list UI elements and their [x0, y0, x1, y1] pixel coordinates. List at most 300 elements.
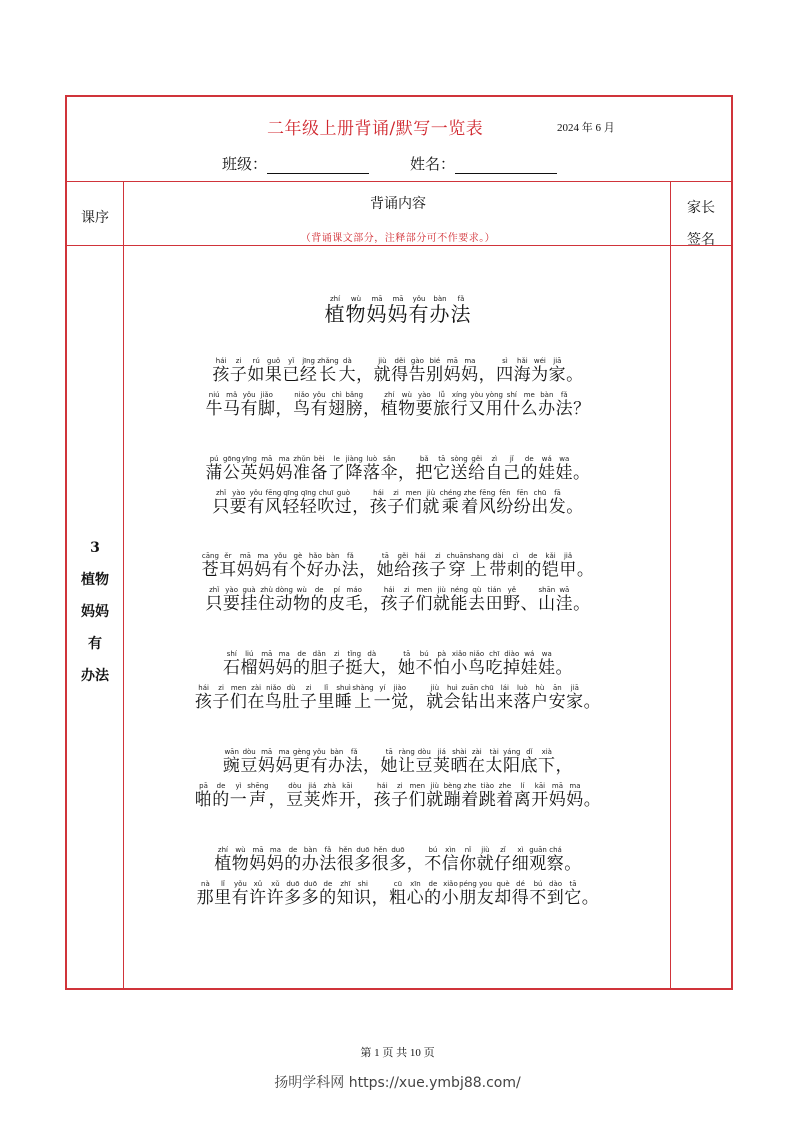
poem-char: 。 [573, 594, 591, 614]
poem-char: 粗cū [389, 880, 407, 908]
poem-char: ？ [573, 399, 591, 419]
poem-char: ， [380, 658, 398, 678]
poem-char: 办bàn [328, 748, 346, 776]
poem-char: 多duō [301, 880, 320, 908]
poem-char: 晒shài [450, 748, 469, 776]
poem-char: 纷fēn [496, 489, 514, 517]
poem-char: 孩hái [380, 586, 398, 614]
poem-char: 苍cāng [201, 552, 220, 580]
poem-char: 信xìn [441, 846, 460, 874]
poem-line [125, 684, 671, 712]
poem-char: 们men [404, 489, 423, 517]
col-content-header: 背诵内容 [370, 196, 426, 212]
poem-char: 野yě [503, 586, 521, 614]
poem-char: 法fǎ [450, 295, 472, 326]
poem-char: 着zhe [461, 782, 479, 810]
poem-char: 伞sǎn [380, 455, 399, 483]
poem-char: 挺tǐng [345, 650, 363, 678]
poem-char: 子zi [387, 489, 405, 517]
poem-char: 里lǐ [214, 880, 232, 908]
poem-char: 轻qīng [282, 489, 300, 517]
poem-char: 行xíng [450, 391, 469, 419]
col-lesson-header: 课序 [81, 210, 109, 226]
poem-char: 落luò [513, 684, 532, 712]
poem-char: 多duō [284, 880, 302, 908]
poem-char: ， [408, 692, 427, 712]
poem-char: 。 [576, 560, 595, 580]
poem-char: 带dài [489, 552, 507, 580]
poem-char: 小xiǎo [441, 880, 460, 908]
poem-char: 鸟niǎo [264, 684, 283, 712]
poem-char: 着zhe [496, 782, 514, 810]
poem-char: 田tián [485, 586, 504, 614]
poem-char: 开kāi [338, 782, 357, 810]
poem-char: 察chá [546, 846, 565, 874]
poem-char: 却què [494, 880, 512, 908]
poem-char: 孩hái [373, 782, 392, 810]
poem-char: ， [363, 756, 381, 776]
poem-char: 它tā [433, 455, 451, 483]
poem-char: 孩hái [369, 489, 388, 517]
poem-char: 妈mā [257, 748, 276, 776]
poem-char: 。 [583, 790, 602, 810]
poem-char: 豆dòu [240, 748, 258, 776]
poem-char: 好hǎo [306, 552, 325, 580]
poem-char: 么me [520, 391, 539, 419]
poem-char: 知zhī [336, 880, 355, 908]
poem-char: 子zi [212, 684, 230, 712]
poem-char: 她tā [380, 748, 399, 776]
poem-char: 们men [408, 782, 427, 810]
poem-char: 阳yáng [503, 748, 521, 776]
poem-char: 的de [212, 782, 230, 810]
poem-char: 妈ma [275, 650, 293, 678]
poem-char: 翅chì [327, 391, 346, 419]
poem-char: 准zhǔn [293, 455, 311, 483]
poem-char: 。 [555, 658, 573, 678]
lesson-name-line: 妈妈 [81, 604, 109, 620]
poem-char: 铠kǎi [541, 552, 560, 580]
poem-char: 到dào [546, 880, 565, 908]
poem-char: 物wù [292, 586, 311, 614]
poem-char: 们men [415, 586, 433, 614]
poem-char: 、 [520, 594, 539, 614]
poem-char: 睡shuì [334, 684, 353, 712]
poem-char: 观guān [529, 846, 547, 874]
poem-char: 植zhí [214, 846, 232, 874]
poem-char: 豆dòu [415, 748, 434, 776]
poem-char: 个gè [289, 552, 307, 580]
poem-char: 的de [319, 880, 337, 908]
poem-char: 纷fēn [513, 489, 532, 517]
poem-char: 就jiù [422, 489, 440, 517]
poem-char: 家jiā [566, 684, 584, 712]
poem-char: 挂guà [240, 586, 258, 614]
poem-char: 得děi [391, 357, 409, 385]
poem-char: 要yào [222, 586, 241, 614]
row-divider [67, 245, 731, 246]
col-content-note: （背诵课文部分，注释部分可不作要求。） [300, 233, 496, 244]
poem-char: 。 [583, 692, 602, 712]
poem-char: 大dà [363, 650, 381, 678]
poem-char: 的de [520, 455, 539, 483]
poem-char: ， [363, 399, 381, 419]
poem-char: 娃wá [520, 650, 538, 678]
poem-line [125, 748, 671, 776]
poem-char: 子zi [429, 552, 447, 580]
poem-char: 开kāi [531, 782, 549, 810]
poem-char: 植zhí [324, 295, 346, 326]
poem-char: 什shí [503, 391, 521, 419]
table-header [67, 97, 731, 182]
poem-char: 很hěn [371, 846, 390, 874]
poem-char: 毛máo [345, 586, 363, 614]
poem-char: 要yào [229, 489, 248, 517]
poem-char: 法fǎ [319, 846, 337, 874]
poem-char: 心xīn [406, 880, 425, 908]
poem-char: 会huì [443, 684, 462, 712]
poem-char: 住zhù [257, 586, 276, 614]
poem-char: 的de [310, 586, 328, 614]
poem-char: 有yǒu [310, 391, 328, 419]
poem-char: 肚dù [282, 684, 300, 712]
poem-char: 榴liú [240, 650, 258, 678]
poem-char: 胆dǎn [310, 650, 328, 678]
poem-char: 们men [229, 684, 248, 712]
poem-char: 办bàn [429, 295, 451, 326]
poem-char: 已yǐ [282, 357, 300, 385]
poem-char: 仔zǐ [494, 846, 512, 874]
lesson-name-line: 植物 [81, 572, 109, 588]
poem-char: 要yào [415, 391, 434, 419]
poem-char: 炸zhà [321, 782, 339, 810]
poem-char: 脚jiǎo [257, 391, 276, 419]
class-blank[interactable] [267, 157, 369, 174]
poem-char: 妈mā [387, 295, 409, 326]
poem-char: 声shēng [247, 782, 269, 810]
poem-char: 有yǒu [408, 295, 430, 326]
poem-char: ， [275, 399, 293, 419]
poem-line [125, 391, 671, 419]
poem-char: 许xǔ [266, 880, 285, 908]
lesson-name-line: 办法 [81, 668, 109, 684]
poem-char: 给gěi [468, 455, 486, 483]
poem-char: 备bèi [310, 455, 329, 483]
poem-char: 豆dòu [286, 782, 304, 810]
poem-char: 能néng [450, 586, 469, 614]
poem-char: 妈mā [548, 782, 567, 810]
poem-char: 那nà [196, 880, 215, 908]
poem-char: 只zhǐ [205, 586, 223, 614]
poem-char: 啪pā [194, 782, 213, 810]
poem-char: 掉diào [503, 650, 521, 678]
poem-char: 妈ma [275, 748, 293, 776]
poem-char: 孩hái [194, 684, 213, 712]
poem-char: ， [398, 463, 416, 483]
poem-char: 石shí [223, 650, 241, 678]
poem-char: 友you [476, 880, 495, 908]
poem-char: 一yì [229, 782, 248, 810]
poem-char: 为wéi [531, 357, 549, 385]
poem-char: 就jiù [426, 684, 444, 712]
recitation-table [65, 95, 733, 990]
poem-char: 又yòu [468, 391, 486, 419]
poem-char: 洼wā [555, 586, 574, 614]
poem-char: 就jiù [373, 357, 392, 385]
poem-char: 只zhǐ [212, 489, 230, 517]
poem-char: 刺cì [506, 552, 525, 580]
poem-char: 有yǒu [247, 489, 265, 517]
poem-char: 长zhǎng [317, 357, 339, 385]
poem-char: 它tā [564, 880, 582, 908]
poem-char: 许xǔ [249, 880, 267, 908]
poem-char: 更gèng [292, 748, 311, 776]
poem-char: 很hěn [336, 846, 355, 874]
poem-char: 荚jiá [433, 748, 451, 776]
poem-char: 妈mā [443, 357, 462, 385]
poem-char: 在zài [247, 684, 265, 712]
col-sign-header [671, 192, 731, 256]
poem-char: 家jiā [548, 357, 567, 385]
page-number: 第 1 页 共 10 页 [360, 1047, 435, 1059]
poem-char: 把bǎ [415, 455, 434, 483]
poem-char: 告gào [408, 357, 427, 385]
poem-char: 给gěi [394, 552, 412, 580]
poem-char: 轻qīng [299, 489, 318, 517]
poem-char: 离lí [513, 782, 532, 810]
poem-char: ， [268, 790, 287, 810]
poem-char: 豌wān [222, 748, 241, 776]
poem-char: 办bàn [538, 391, 556, 419]
poem-char: 。 [581, 888, 600, 908]
poem-char: 皮pí [327, 586, 346, 614]
lesson-name-line: 有 [88, 636, 102, 652]
poem-char: 下xià [538, 748, 556, 776]
poem-char: 鸟niǎo [292, 391, 311, 419]
poem-char: 多duō [354, 846, 372, 874]
poem-char: 办bàn [324, 552, 342, 580]
poem-char: 妈mā [258, 455, 276, 483]
poem-char: 上shang [468, 552, 490, 580]
poem-char: 动dòng [275, 586, 293, 614]
poem-char: 别bié [426, 357, 444, 385]
poem-char: 她tā [398, 650, 416, 678]
poem-char: 马mǎ [222, 391, 241, 419]
poem-char: 妈mā [258, 650, 276, 678]
poem-char: 植zhí [380, 391, 399, 419]
poem-char: 穿chuān [446, 552, 469, 580]
date-label: 2024 年 6 月 [557, 122, 615, 134]
poem-char: 果guǒ [264, 357, 283, 385]
poem-char: 有yǒu [240, 391, 258, 419]
poem-char: 旅lǚ [433, 391, 451, 419]
poem-char: 就jiù [432, 586, 451, 614]
poem-char: 甲jiǎ [559, 552, 577, 580]
poem-char: ， [478, 365, 497, 385]
poem-line [125, 650, 671, 678]
poem-char: ， [406, 854, 425, 874]
poem-line [125, 357, 671, 385]
poem-char: 送sòng [450, 455, 469, 483]
poem-char: 上shàng [352, 684, 374, 712]
poem-char: 蹦bèng [443, 782, 462, 810]
poem-char: 办bàn [301, 846, 320, 874]
poem-char: 不bú [424, 846, 442, 874]
poem-char: 妈ma [566, 782, 584, 810]
poem-title [125, 295, 671, 327]
poem-char: 娃wa [538, 650, 556, 678]
poem-char: 的de [293, 650, 311, 678]
poem-char: 子zi [328, 650, 346, 678]
poem-char: 英yīng [240, 455, 259, 483]
name-label: 姓名： [410, 155, 456, 173]
poem-line [125, 455, 671, 483]
poem-char: 子zi [391, 782, 409, 810]
poem-line [125, 846, 671, 874]
poem-char: 法fǎ [555, 391, 574, 419]
poem-char: 一yí [373, 684, 392, 712]
poem-char: 山shān [538, 586, 556, 614]
poem-char: 。 [573, 463, 591, 483]
poem-char: 得dé [511, 880, 530, 908]
poem-char: 钻zuān [461, 684, 479, 712]
poem-char: 如rú [247, 357, 265, 385]
poem-char: ， [356, 790, 374, 810]
poem-char: 有yǒu [231, 880, 250, 908]
poem-char: 就jiù [426, 782, 444, 810]
page-title: 二年级上册背诵/默写一览表 [267, 119, 484, 139]
poem-char: 让ràng [398, 748, 416, 776]
poem-char: 底dǐ [520, 748, 539, 776]
poem-char: 妈ma [254, 552, 272, 580]
poem-char: 物wù [231, 846, 250, 874]
poem-char: 出chū [531, 489, 549, 517]
poem-char: 不bú [529, 880, 547, 908]
poem-char: 的de [524, 552, 542, 580]
lesson-cell [67, 532, 123, 692]
source-watermark: 扬明学科网 https://xue.ymbj88.com/ [274, 1075, 521, 1091]
poem-char: 公gōng [222, 455, 241, 483]
col-divider-lesson [123, 181, 124, 990]
poem-char: 在zài [468, 748, 486, 776]
poem-char: 朋péng [459, 880, 477, 908]
poem-char: 妈ma [275, 455, 294, 483]
name-blank[interactable] [455, 157, 557, 174]
poem-char: 物wù [345, 295, 367, 326]
poem-char: 安ān [548, 684, 567, 712]
poem-char: 孩hái [411, 552, 430, 580]
poem-line [125, 586, 671, 614]
poem-char: 己jǐ [503, 455, 521, 483]
poem-char: 户hù [531, 684, 549, 712]
poem-char: 。 [566, 365, 584, 385]
poem-line [125, 552, 671, 580]
poem-char: 鸟niǎo [468, 650, 486, 678]
poem-char: 觉jiào [391, 684, 409, 712]
poem-char: ， [362, 594, 381, 614]
poem-char: ， [359, 560, 377, 580]
lesson-number: 3 [90, 540, 100, 556]
poem-char: 妈mā [366, 295, 388, 326]
poem-char: 法fǎ [345, 748, 364, 776]
poem-char: 太tài [485, 748, 504, 776]
poem-char: 自zì [485, 455, 504, 483]
poem-char: 孩hái [212, 357, 230, 385]
poem-char: 膀bǎng [345, 391, 364, 419]
poem-char: 。 [564, 854, 582, 874]
poem-char: 。 [566, 497, 584, 517]
poem-char: 就jiù [476, 846, 495, 874]
poem-char: 着zhe [461, 489, 479, 517]
poem-char: 妈mā [236, 552, 255, 580]
poem-char: 怕pà [433, 650, 451, 678]
poem-char: 妈ma [461, 357, 479, 385]
poem-char: 海hǎi [513, 357, 532, 385]
poem-char: 的de [424, 880, 442, 908]
poem-char: 四sì [496, 357, 514, 385]
name-field [410, 153, 557, 174]
poem-char: ， [352, 497, 370, 517]
poem-line [125, 782, 671, 810]
poem-char: 跳tiào [478, 782, 497, 810]
poem-char: 识shi [354, 880, 372, 908]
poem-char: 她tā [376, 552, 395, 580]
poem-char: 出chū [478, 684, 497, 712]
poem-char: 落luò [363, 455, 381, 483]
class-label: 班级： [222, 155, 268, 173]
poem-char: ， [356, 365, 374, 385]
class-field [222, 153, 369, 174]
poem-char: 有yǒu [271, 552, 290, 580]
poem-char: 娃wá [538, 455, 556, 483]
poem-char: 风fēng [264, 489, 283, 517]
poem-char: 去qù [468, 586, 486, 614]
poem-char: 蒲pú [205, 455, 223, 483]
poem-char: 耳ěr [219, 552, 237, 580]
poem-char: 荚jiá [303, 782, 322, 810]
poem-char: 发fā [548, 489, 567, 517]
poem-char: 过guò [334, 489, 353, 517]
poem-char: 妈ma [266, 846, 285, 874]
poem-line [125, 880, 671, 908]
poem-char: 降jiàng [345, 455, 364, 483]
poem-char: 经jīng [299, 357, 318, 385]
poem-char: 了le [328, 455, 346, 483]
poem-char: 大dà [338, 357, 357, 385]
poem-char: 子zi [299, 684, 318, 712]
poem-char: 吹chuī [317, 489, 335, 517]
poem-char: 风fēng [478, 489, 497, 517]
poem-char: ， [555, 756, 574, 776]
poem-char: 来lái [496, 684, 514, 712]
poem-char: 的de [284, 846, 302, 874]
poem-char: 小xiǎo [450, 650, 468, 678]
poem-char: 细xì [511, 846, 530, 874]
poem-char: 里lǐ [317, 684, 335, 712]
poem-char: 多duō [389, 846, 407, 874]
poem-char: 乘chéng [439, 489, 462, 517]
poem-char: 子zi [229, 357, 248, 385]
poem-char: 有yǒu [310, 748, 329, 776]
poem-char: 你nǐ [459, 846, 477, 874]
poem-char: 吃chī [485, 650, 503, 678]
poem-char: 不bú [415, 650, 433, 678]
poem-char: 牛niú [205, 391, 223, 419]
poem-char: 娃wa [555, 455, 574, 483]
poem-char: 妈mā [249, 846, 267, 874]
poem-char: 子zi [397, 586, 416, 614]
poem-char: 法fǎ [341, 552, 360, 580]
